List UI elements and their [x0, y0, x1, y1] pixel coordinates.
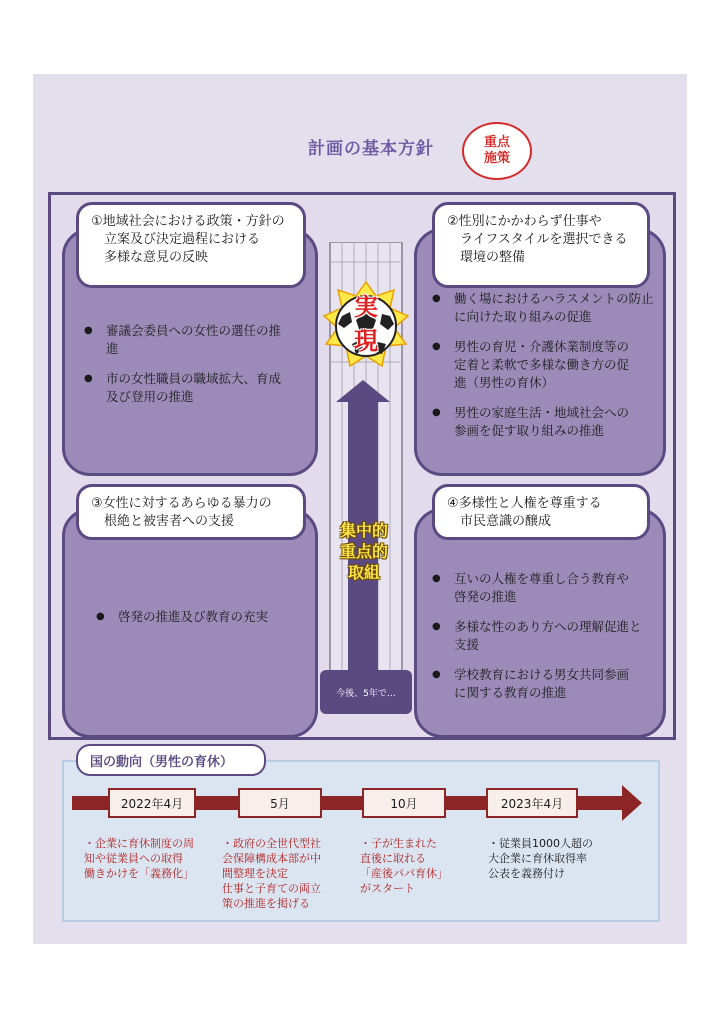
heading-line: ④多様性と人権を尊重する — [447, 496, 602, 511]
trend-label: 国の動向（男性の育休） — [76, 744, 266, 776]
goal-char: 現 — [354, 327, 378, 355]
quadrant-2-heading — [432, 202, 650, 288]
timeline-date: 10月 — [362, 788, 446, 818]
quadrant-1-heading — [76, 202, 306, 288]
page-title: 計画の基本方針 — [308, 139, 434, 159]
timeline-arrow-head — [622, 785, 642, 821]
timeline-date: 2022年4月 — [108, 788, 196, 818]
quadrant-3-heading — [76, 484, 306, 540]
bullet-item: ● 市の女性職員の職域拡大、育成 及び登用の推進 — [84, 370, 310, 406]
bullet-item: ● 審議会委員への女性の選任の推 進 — [84, 322, 310, 358]
focus-line: 重点的 — [339, 542, 388, 561]
goal-text — [346, 290, 386, 358]
timeline-event: ・政府の全世代型社 会保障構成本部が中 間整理を決定 仕事と子育ての両立 策の推進を掲げる — [222, 837, 321, 910]
quadrant-1-bullets — [84, 322, 310, 418]
focus-line: 集中的 — [339, 521, 388, 540]
up-arrow-head — [336, 380, 390, 402]
heading-line: ライフスタイルを選択できる — [447, 232, 628, 247]
quadrant-2-bullets — [432, 290, 662, 452]
badge-line-2: 施策 — [483, 151, 510, 166]
bullet-item: ● 男性の育児・介護休業制度等の 定着と柔軟で多様な働き方の促 進（男性の育休） — [432, 338, 662, 392]
future-label-box — [320, 670, 412, 714]
goal-char: 実 — [354, 293, 378, 321]
future-label: 今後、5年で… — [336, 688, 396, 699]
bullet-item: ● 働く場におけるハラスメントの防止 に向けた取り組みの促進 — [432, 290, 662, 326]
quadrant-3-bullets — [96, 608, 310, 638]
bullet-item: ● 学校教育における男女共同参画 に関する教育の推進 — [432, 666, 662, 702]
timeline-date: 5月 — [238, 788, 322, 818]
heading-line: ①地域社会における政策・方針の — [91, 214, 285, 229]
heading-line: 根絶と被害者への支援 — [91, 514, 235, 529]
bullet-item: ● 多様な性のあり方への理解促進と 支援 — [432, 618, 662, 654]
heading-line: ③女性に対するあらゆる暴力の — [91, 496, 272, 511]
heading-line: 多様な意見の反映 — [91, 250, 209, 265]
focus-text — [332, 520, 396, 583]
badge-line-1: 重点 — [483, 135, 510, 150]
heading-line: 環境の整備 — [447, 250, 526, 265]
timeline-event: ・従業員1000人超の 大企業に育休取得率 公表を義務付け — [488, 837, 593, 880]
quadrant-4-bullets — [432, 570, 662, 714]
heading-line: 立案及び決定過程における — [91, 232, 261, 247]
timeline-event: ・企業に育休制度の周 知や従業員への取得 働きかけを「義務化」 — [84, 837, 194, 880]
bullet-item: ● 男性の家庭生活・地域社会への 参画を促す取り組みの推進 — [432, 404, 662, 440]
timeline-date: 2023年4月 — [486, 788, 578, 818]
heading-line: 市民意識の醸成 — [447, 514, 552, 529]
focus-line: 取組 — [347, 563, 380, 582]
timeline-event: ・子が生まれた 直後に取れる 「産後パパ育休」 がスタート — [360, 837, 448, 895]
quadrant-4-heading — [432, 484, 650, 540]
priority-badge — [462, 122, 532, 180]
bullet-item: ● 互いの人権を尊重し合う教育や 啓発の推進 — [432, 570, 662, 606]
heading-line: ②性別にかかわらず仕事や — [447, 214, 602, 229]
bullet-item: ● 啓発の推進及び教育の充実 — [96, 608, 310, 626]
